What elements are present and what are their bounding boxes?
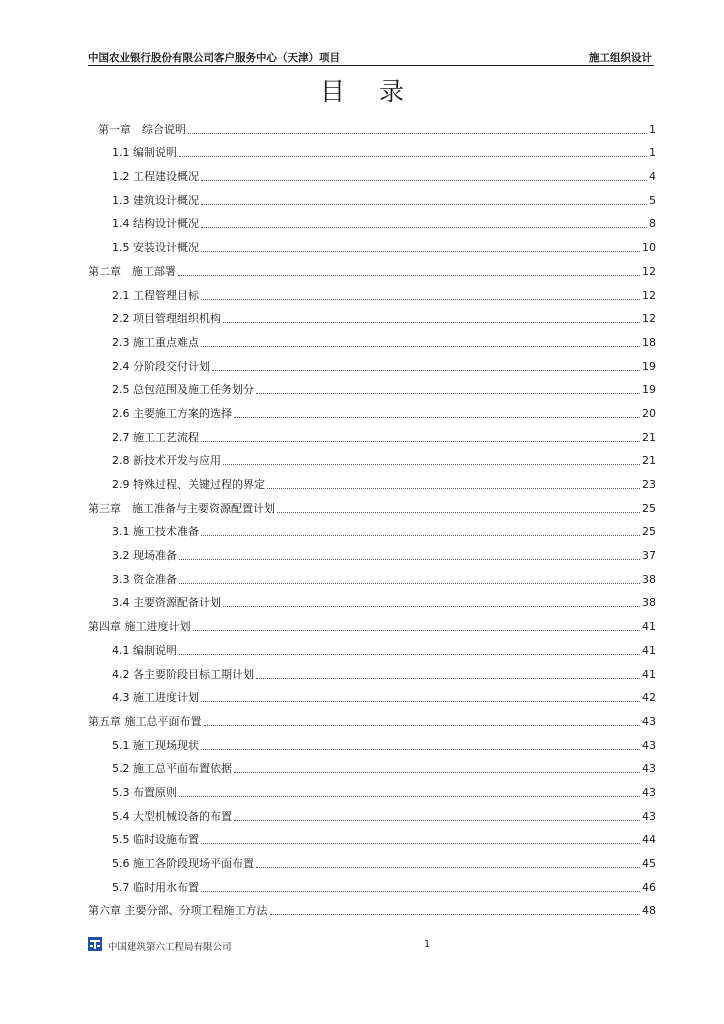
toc-dot-leader [267, 487, 640, 489]
toc-entry-label: 2.1 工程管理目标 [112, 288, 199, 302]
table-of-contents [88, 113, 656, 918]
toc-entry-label: 第一章 综合说明 [98, 122, 186, 136]
toc-entry-page: 23 [642, 478, 656, 491]
toc-chapter-entry[interactable] [88, 610, 656, 634]
toc-section-entry[interactable] [88, 468, 656, 492]
toc-entry-label: 5.3 布置原则 [112, 785, 177, 799]
toc-entry-page: 8 [649, 217, 656, 231]
toc-dot-leader [234, 771, 640, 773]
toc-entry-page: 43 [642, 785, 656, 799]
toc-section-entry[interactable] [88, 634, 656, 658]
toc-entry-label: 2.5 总包范围及施工任务划分 [112, 383, 254, 397]
toc-entry-label: 2.6 主要施工方案的选择 [112, 406, 232, 420]
toc-dot-leader [234, 819, 640, 821]
toc-entry-page: 21 [642, 454, 656, 468]
toc-dot-leader [234, 416, 640, 418]
toc-dot-leader [256, 866, 640, 868]
toc-entry-label: 第四章 施工进度计划 [88, 620, 191, 634]
toc-entry-page: 1 [649, 122, 656, 136]
toc-section-entry[interactable] [88, 350, 656, 374]
toc-entry-label: 5.2 施工总平面布置依据 [112, 762, 232, 776]
toc-section-entry[interactable] [88, 729, 656, 753]
toc-dot-leader [201, 226, 647, 228]
toc-entry-page: 45 [642, 857, 656, 870]
toc-entry-label: 5.1 施工现场现状 [112, 738, 199, 752]
toc-section-entry[interactable] [88, 800, 656, 824]
toc-entry-label: 3.1 施工技术准备 [112, 525, 199, 539]
toc-entry-label: 2.8 新技术开发与应用 [112, 454, 221, 468]
toc-entry-page: 25 [642, 525, 656, 539]
toc-entry-label: 4.2 各主要阶段目标工期计划 [112, 667, 254, 681]
toc-dot-leader [179, 653, 640, 655]
toc-entry-label: 第三章 施工准备与主要资源配置计划 [88, 501, 275, 515]
toc-dot-leader [201, 890, 640, 892]
toc-dot-leader [256, 392, 640, 394]
toc-section-entry[interactable] [88, 397, 656, 421]
toc-section-entry[interactable] [88, 445, 656, 469]
toc-entry-label: 2.3 施工重点难点 [112, 335, 199, 349]
toc-entry-page: 43 [642, 809, 656, 823]
toc-entry-page: 19 [642, 383, 656, 397]
toc-entry-page: 46 [642, 880, 656, 894]
toc-dot-leader [179, 795, 640, 797]
footer-company-name: 中国建筑第六工程局有限公司 [108, 942, 232, 953]
toc-section-entry[interactable] [88, 539, 656, 563]
toc-section-entry[interactable] [88, 137, 656, 161]
toc-chapter-entry[interactable] [88, 492, 656, 516]
toc-entry-page: 43 [642, 762, 656, 776]
toc-entry-page: 25 [642, 501, 656, 515]
toc-dot-leader [223, 321, 640, 323]
toc-dot-leader [201, 440, 640, 442]
toc-section-entry[interactable] [88, 208, 656, 232]
toc-section-entry[interactable] [88, 871, 656, 895]
toc-entry-page: 10 [642, 241, 656, 255]
toc-chapter-entry[interactable] [88, 255, 656, 279]
toc-entry-page: 20 [642, 406, 656, 420]
toc-entry-label: 2.4 分阶段交付计划 [112, 359, 210, 373]
toc-entry-label: 5.5 临时设施布置 [112, 833, 199, 847]
toc-entry-label: 1.2 工程建设概况 [112, 170, 199, 184]
toc-entry-page: 19 [642, 359, 656, 373]
toc-entry-page: 44 [642, 833, 656, 847]
cscec-logo-icon [88, 937, 102, 951]
toc-entry-label: 3.4 主要资源配备计划 [112, 596, 221, 610]
header-document-type: 施工组织设计 [589, 52, 652, 64]
toc-entry-page: 37 [642, 549, 656, 563]
toc-dot-leader [201, 748, 640, 750]
toc-chapter-entry[interactable] [88, 113, 656, 137]
toc-entry-page: 42 [642, 691, 656, 705]
toc-entry-page: 4 [649, 170, 656, 184]
toc-dot-leader [178, 274, 640, 276]
page-footer [88, 937, 648, 953]
toc-entry-label: 5.6 施工各阶段现场平面布置 [112, 857, 254, 870]
toc-section-entry[interactable] [88, 776, 656, 800]
toc-entry-page: 48 [642, 904, 656, 918]
toc-dot-leader [201, 842, 640, 844]
toc-entry-page: 5 [649, 193, 656, 207]
toc-dot-leader [179, 582, 640, 584]
toc-entry-page: 41 [642, 643, 656, 657]
toc-dot-leader [277, 511, 640, 513]
toc-entry-page: 41 [642, 620, 656, 634]
toc-entry-label: 第六章 主要分部、分项工程施工方法 [88, 904, 268, 918]
toc-section-entry[interactable] [88, 824, 656, 848]
toc-section-entry[interactable] [88, 563, 656, 587]
toc-entry-label: 第五章 施工总平面布置 [88, 714, 202, 728]
page-header [88, 49, 654, 66]
toc-section-entry[interactable] [88, 682, 656, 706]
toc-dot-leader [193, 629, 641, 631]
toc-dot-leader [270, 913, 641, 915]
toc-dot-leader [204, 724, 641, 726]
toc-entry-label: 3.3 资金准备 [112, 572, 177, 586]
toc-title: 目录 [319, 77, 438, 106]
toc-entry-page: 12 [642, 264, 656, 278]
toc-entry-label: 1.5 安装设计概况 [112, 241, 199, 255]
toc-section-entry[interactable] [88, 184, 656, 208]
toc-dot-leader [201, 203, 647, 205]
toc-entry-page: 12 [642, 312, 656, 326]
toc-entry-label: 1.1 编制说明 [112, 146, 177, 160]
toc-entry-label: 3.2 现场准备 [112, 549, 177, 563]
toc-entry-page: 43 [642, 714, 656, 728]
toc-entry-page: 18 [642, 335, 656, 349]
toc-dot-leader [223, 605, 640, 607]
toc-dot-leader [179, 155, 647, 157]
toc-section-entry[interactable] [88, 753, 656, 777]
toc-section-entry[interactable] [88, 279, 656, 303]
toc-dot-leader [201, 700, 640, 702]
toc-section-entry[interactable] [88, 587, 656, 611]
toc-entry-label: 5.4 大型机械设备的布置 [112, 809, 232, 823]
toc-dot-leader [201, 298, 640, 300]
toc-dot-leader [179, 558, 640, 560]
toc-entry-label: 4.1 编制说明 [112, 643, 177, 657]
toc-section-entry[interactable] [88, 421, 656, 445]
toc-dot-leader [201, 250, 640, 252]
toc-entry-page: 38 [642, 596, 656, 610]
header-project-name: 中国农业银行股份有限公司客户服务中心（天津）项目 [88, 52, 340, 64]
toc-section-entry[interactable] [88, 516, 656, 540]
toc-entry-label: 2.7 施工工艺流程 [112, 430, 199, 444]
toc-entry-label: 4.3 施工进度计划 [112, 691, 199, 705]
toc-entry-label: 5.7 临时用水布置 [112, 880, 199, 894]
toc-section-entry[interactable] [88, 658, 656, 682]
toc-dot-leader [256, 677, 640, 679]
toc-chapter-entry[interactable] [88, 705, 656, 729]
toc-entry-page: 12 [642, 288, 656, 302]
toc-section-entry[interactable] [88, 374, 656, 398]
toc-entry-label: 2.2 项目管理组织机构 [112, 312, 221, 326]
toc-dot-leader [188, 132, 647, 134]
toc-section-entry[interactable] [88, 326, 656, 350]
toc-section-entry[interactable] [88, 847, 656, 871]
toc-dot-leader [201, 534, 640, 536]
toc-entry-page: 41 [642, 667, 656, 681]
toc-dot-leader [223, 463, 640, 465]
toc-dot-leader [201, 345, 640, 347]
toc-section-entry[interactable] [88, 303, 656, 327]
toc-entry-page: 43 [642, 738, 656, 752]
toc-dot-leader [212, 369, 640, 371]
footer-page-number: 1 [424, 939, 431, 950]
toc-entry-label: 1.4 结构设计概况 [112, 217, 199, 231]
toc-entry-page: 38 [642, 572, 656, 586]
toc-section-entry[interactable] [88, 160, 656, 184]
toc-entry-label: 第二章 施工部署 [88, 264, 176, 278]
toc-entry-label: 2.9 特殊过程、关键过程的界定 [112, 478, 265, 491]
toc-entry-page: 1 [649, 146, 656, 160]
toc-entry-label: 1.3 建筑设计概况 [112, 193, 199, 207]
toc-chapter-entry[interactable] [88, 895, 656, 919]
toc-entry-page: 21 [642, 430, 656, 444]
toc-section-entry[interactable] [88, 231, 656, 255]
toc-dot-leader [201, 179, 647, 181]
